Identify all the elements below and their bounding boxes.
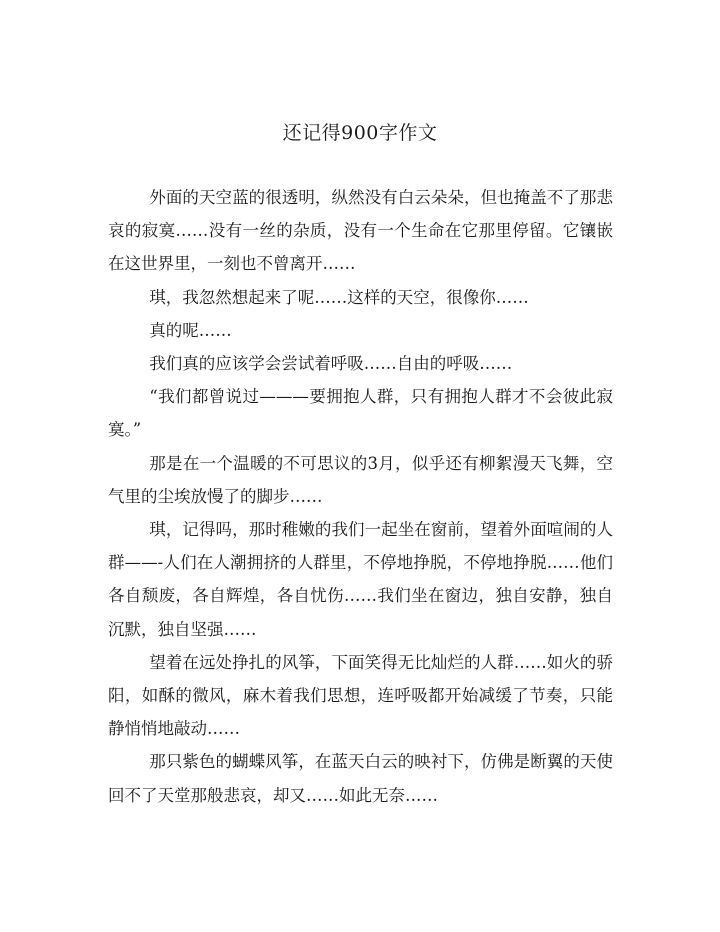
document-title: 还记得900字作文 [282,122,438,144]
paragraph-4: 我们真的应该学会尝试着呼吸……自由的呼吸…… [149,354,513,374]
paragraph-6: 那是在一个温暖的不可思议的3月，似乎还有柳絮漫天飞舞，空气里的尘埃放慢了的脚步…… [108,453,613,506]
paragraph-7: 琪，记得吗，那时稚嫩的我们一起坐在窗前，望着外面喧闹的人群——-人们在人潮拥挤的人群里，不停地挣脱，不停地挣脱……他们各自颓废，各自辉煌，各自忧伤……我们坐在窗边，独自安静，独自沉默，独自坚强…… [108,520,613,639]
paragraph-3: 真的呢…… [149,320,232,340]
paragraph-8: 望着在远处挣扎的风筝，下面笑得无比灿烂的人群……如火的骄阳，如酥的微风，麻木着我们思想，连呼吸都开始减缓了节奏，只能静悄悄地敲动…… [108,652,613,739]
paragraph-9: 那只紫色的蝴蝶风筝，在蓝天白云的映衬下，仿佛是断翼的天使回不了天堂那般悲哀，却又……如此无奈…… [108,752,613,805]
document-body [108,181,613,812]
paragraph-1: 外面的天空蓝的很透明，纵然没有白云朵朵，但也掩盖不了那悲哀的寂寞……没有一丝的杂质，没有一个生命在它那里停留。它镶嵌在这世界里，一刻也不曾离开…… [108,188,613,274]
paragraph-5: “我们都曾说过———要拥抱人群，只有拥抱人群才不会彼此寂寞。” [108,387,613,440]
paragraph-2: 琪，我忽然想起来了呢……这样的天空，很像你…… [149,287,529,307]
